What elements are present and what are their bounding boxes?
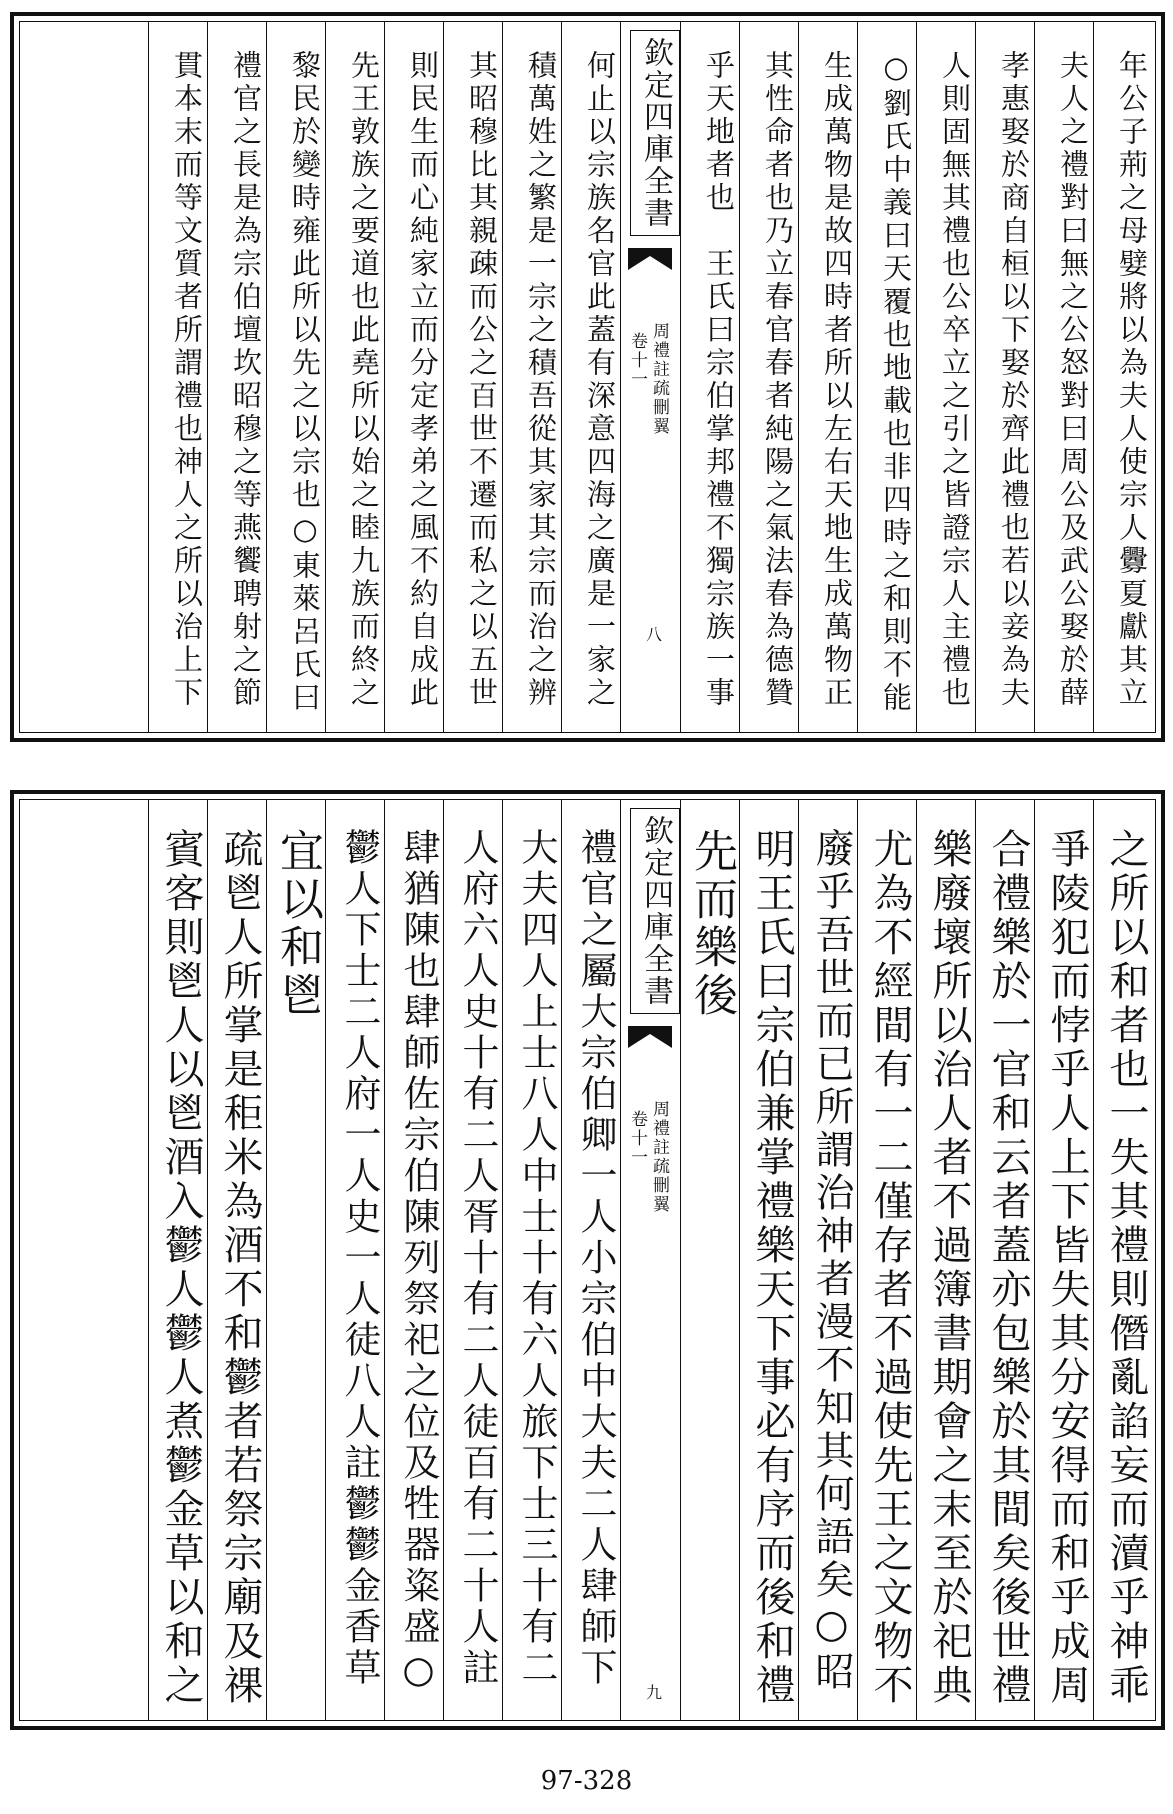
column-rule [502, 800, 503, 1720]
text-column [325, 22, 384, 732]
column-text: ○劉氏中義曰天覆也地載也非四時之和則不能 [879, 50, 913, 715]
column-rule [739, 22, 740, 732]
text-column [561, 22, 620, 732]
upper-banner-title: 欽定四庫全書 [630, 30, 680, 236]
column-text: 孝惠娶於商自桓以下娶於齊此禮也若以妾為夫 [997, 50, 1031, 710]
column-rule [798, 800, 799, 1720]
column-rule [975, 22, 976, 732]
upper-banner [620, 22, 680, 732]
text-column [561, 800, 620, 1720]
column-text: 明王氏曰宗伯兼掌禮樂天下事必有序而後和禮 [749, 828, 795, 1708]
column-rule [207, 22, 208, 732]
column-text: 則民生而心純家立而分定孝弟之風不約自成此 [406, 50, 440, 710]
column-text: 先而樂後 [686, 828, 737, 1020]
upper-banner-volume: 卷十一 [627, 332, 647, 389]
column-rule [443, 800, 444, 1720]
text-column [443, 22, 502, 732]
text-column [1034, 22, 1093, 732]
text-column [857, 22, 916, 732]
lower-banner-volume: 卷十一 [627, 1110, 647, 1167]
column-text: 合禮樂於一官和云者蓋亦包樂於其間矣後世禮 [985, 828, 1031, 1708]
column-rule [561, 800, 562, 1720]
column-text: 賓客則鬯人以鬯酒入鬱人鬱人煮鬱金草以和之 [158, 828, 204, 1708]
column-text: 禮官之屬大宗伯卿一人小宗伯中大夫二人肆師下 [574, 828, 617, 1689]
text-column [502, 800, 561, 1720]
column-rule [1034, 22, 1035, 732]
column-rule [857, 22, 858, 732]
column-rule [148, 22, 149, 732]
text-column [739, 22, 798, 732]
column-text: 爭陵犯而悖乎人上下皆失其分安得而和乎成周 [1044, 828, 1090, 1708]
lower-page-frame [19, 799, 1156, 1721]
column-text: 乎天地者也 王氏曰宗伯掌邦禮不獨宗族一事 [702, 50, 736, 710]
lower-page-body [20, 800, 1155, 1720]
column-rule [916, 800, 917, 1720]
text-column [975, 800, 1034, 1720]
text-column [148, 22, 207, 732]
upper-banner-book: 周禮註疏刪翼 [649, 322, 669, 436]
column-text: 夫人之禮對曰無之公怒對曰周公及武公娶於薛 [1056, 50, 1090, 710]
text-column [680, 22, 739, 732]
text-column [975, 22, 1034, 732]
column-text: 大夫四人上士八人中士十有六人旅下士三十有二 [515, 828, 558, 1689]
column-rule [266, 800, 267, 1720]
column-text: 人則固無其禮也公卒立之引之皆證宗人主禮也 [938, 50, 972, 710]
text-column [384, 22, 443, 732]
column-rule [798, 22, 799, 732]
column-text: 之所以和者也一失其禮則僭亂諂妄而瀆乎神乖 [1103, 828, 1149, 1708]
fishtail-icon [628, 248, 672, 270]
text-column [266, 22, 325, 732]
lower-folio: 九 [646, 1683, 663, 1702]
column-text: 人府六人史十有二人胥十有二人徒百有二十人註 [456, 828, 499, 1689]
text-column [798, 22, 857, 732]
text-column [798, 800, 857, 1720]
column-rule [266, 22, 267, 732]
column-rule [325, 800, 326, 1720]
column-rule [1093, 22, 1094, 732]
upper-page [10, 12, 1165, 742]
lower-page [10, 790, 1165, 1730]
upper-page-body [20, 22, 1155, 732]
column-text: 積萬姓之繁是一宗之積吾從其家其宗而治之辨 [524, 50, 558, 710]
column-text: 疏鬯人所掌是秬米為酒不和鬱者若祭宗廟及祼 [217, 828, 263, 1708]
column-text: 黎民於變時雍此所以先之以宗也○東萊呂氏曰 [288, 50, 322, 715]
fishtail-icon [628, 1026, 672, 1048]
column-rule [739, 800, 740, 1720]
text-column [148, 800, 207, 1720]
text-column [207, 22, 266, 732]
text-column [384, 800, 443, 1720]
column-rule [502, 22, 503, 732]
text-column [1093, 22, 1152, 732]
column-rule [207, 800, 208, 1720]
column-rule [384, 22, 385, 732]
text-column [266, 800, 325, 1720]
text-column [1034, 800, 1093, 1720]
column-rule [1093, 800, 1094, 1720]
text-column [916, 800, 975, 1720]
column-rule [1034, 800, 1035, 1720]
text-column [443, 800, 502, 1720]
column-rule [561, 22, 562, 732]
column-rule [975, 800, 976, 1720]
lower-banner-title: 欽定四庫全書 [630, 808, 680, 1014]
column-text: 年公子荊之母嬖將以為夫人使宗人釁夏獻其立 [1115, 50, 1149, 710]
column-text: 禮官之長是為宗伯壇坎昭穆之等燕饗聘射之節 [229, 50, 263, 710]
text-column [680, 800, 739, 1720]
text-column [1093, 800, 1152, 1720]
column-text: 其昭穆比其親疎而公之百世不遷而私之以五世 [465, 50, 499, 710]
column-text: 何止以宗族名官此蓋有深意四海之廣是一家之 [583, 50, 617, 710]
column-rule [148, 800, 149, 1720]
text-column [916, 22, 975, 732]
text-column [502, 22, 561, 732]
column-text: 宜以和鬯 [272, 828, 323, 1020]
text-column [857, 800, 916, 1720]
column-text: 尤為不經間有一二僅存者不過使先王之文物不 [867, 828, 913, 1708]
lower-banner-book: 周禮註疏刪翼 [649, 1100, 669, 1214]
column-text: 樂廢壞所以治人者不過簿書期會之末至於祀典 [926, 828, 972, 1708]
text-column [325, 800, 384, 1720]
column-text: 先王敦族之要道也此堯所以始之睦九族而終之 [347, 50, 381, 710]
lower-banner [620, 800, 680, 1720]
upper-folio: 八 [646, 625, 663, 644]
column-rule [443, 22, 444, 732]
text-column [207, 800, 266, 1720]
column-text: 廢乎吾世而已所謂治神者漫不知其何語矣○昭 [809, 828, 854, 1694]
column-rule [857, 800, 858, 1720]
column-rule [325, 22, 326, 732]
upper-page-frame [19, 21, 1156, 733]
column-text: 鬱人下士二人府一人史一人徒八人註鬱鬱金香草 [338, 828, 381, 1689]
column-text: 其性命者也乃立春官春者純陽之氣法春為德贊 [761, 50, 795, 710]
page-number: 97-328 [540, 1766, 633, 1796]
column-text: 肆猶陳也肆師佐宗伯陳列祭祀之位及牲器粢盛○ [397, 828, 440, 1695]
column-text: 貫本末而等文質者所謂禮也神人之所以治上下 [170, 50, 204, 710]
column-rule [384, 800, 385, 1720]
column-rule [916, 22, 917, 732]
text-column [739, 800, 798, 1720]
column-text: 生成萬物是故四時者所以左右天地生成萬物正 [820, 50, 854, 710]
